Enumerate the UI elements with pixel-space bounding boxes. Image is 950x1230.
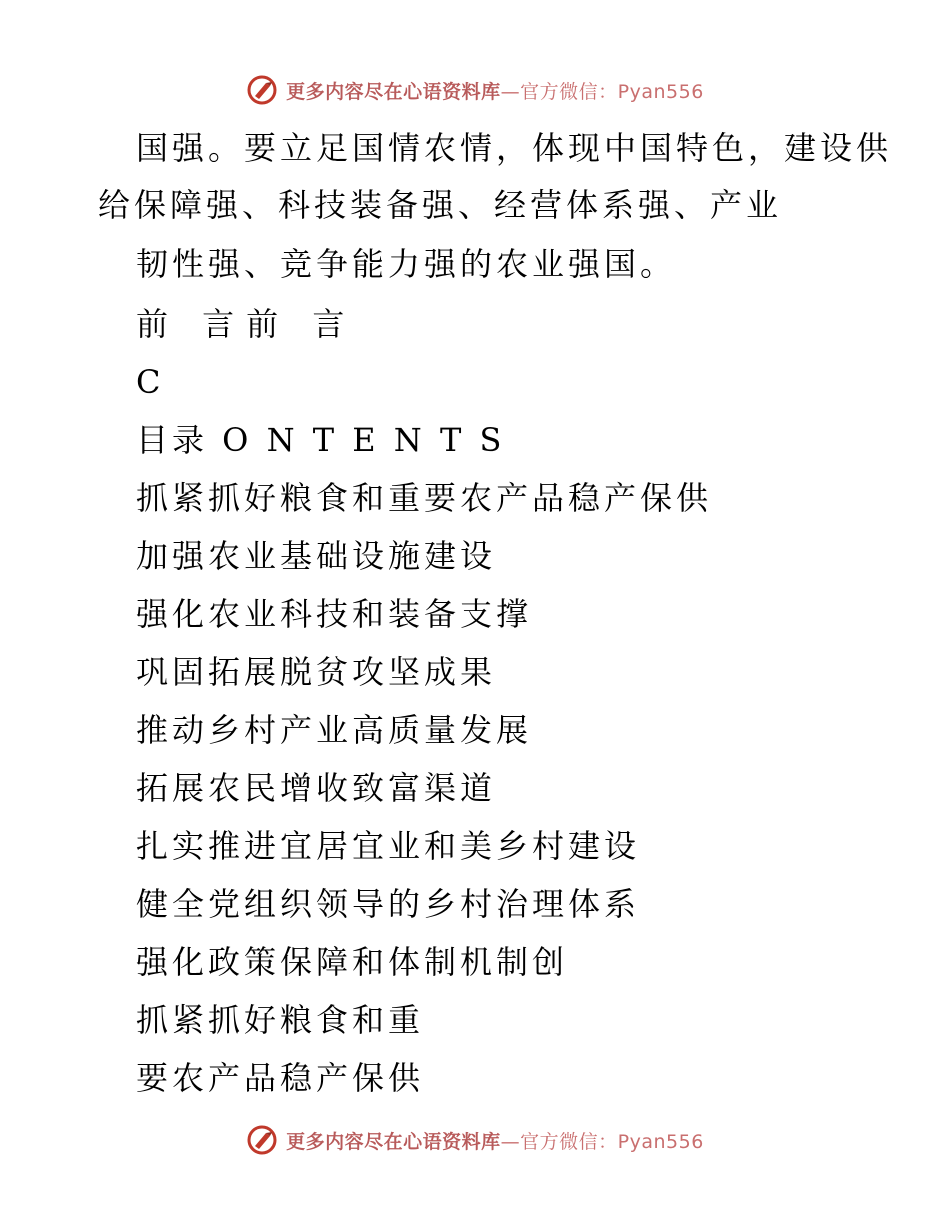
intro-line-1: 国强。要立足国情农情，体现中国特色，建设供 bbox=[136, 129, 893, 167]
header-banner-text bbox=[286, 77, 704, 104]
contents-item: 扎实推进宜居宜业和美乡村建设 bbox=[136, 827, 641, 865]
footer-banner-text bbox=[286, 1127, 704, 1154]
footer-separator: — bbox=[500, 1130, 521, 1153]
footer-contact-text: 官方微信：Pyan556 bbox=[520, 1130, 704, 1153]
preface-title: 前 言前 言 bbox=[136, 305, 357, 343]
contents-item: 拓展农民增收致富渠道 bbox=[136, 769, 497, 807]
contents-item: 健全党组织领导的乡村治理体系 bbox=[136, 885, 641, 923]
header-contact-text: 官方微信：Pyan556 bbox=[520, 80, 704, 103]
contents-item: 抓紧抓好粮食和重 bbox=[136, 1001, 425, 1039]
intro-line-2: 给保障强、科技装备强、经营体系强、产业 bbox=[98, 186, 783, 224]
contents-item: 巩固拓展脱贫攻坚成果 bbox=[136, 653, 497, 691]
contents-letter: C bbox=[136, 363, 165, 401]
header-brand-text: 更多内容尽在心语资料库 bbox=[286, 80, 501, 103]
intro-line-3: 韧性强、竞争能力强的农业强国。 bbox=[136, 245, 677, 283]
brand-logo-icon bbox=[246, 74, 278, 106]
contents-heading: 目录 O N T E N T S bbox=[136, 421, 506, 459]
header-banner bbox=[0, 70, 950, 110]
footer-brand-text: 更多内容尽在心语资料库 bbox=[286, 1130, 501, 1153]
contents-item: 加强农业基础设施建设 bbox=[136, 537, 497, 575]
contents-item: 强化政策保障和体制机制创 bbox=[136, 943, 569, 981]
contents-item: 推动乡村产业高质量发展 bbox=[136, 711, 533, 749]
brand-logo-icon bbox=[246, 1124, 278, 1156]
footer-banner bbox=[0, 1120, 950, 1160]
contents-item: 强化农业科技和装备支撑 bbox=[136, 595, 533, 633]
contents-item: 抓紧抓好粮食和重要农产品稳产保供 bbox=[136, 479, 713, 517]
contents-item: 要农产品稳产保供 bbox=[136, 1059, 425, 1097]
header-separator: — bbox=[500, 80, 521, 103]
